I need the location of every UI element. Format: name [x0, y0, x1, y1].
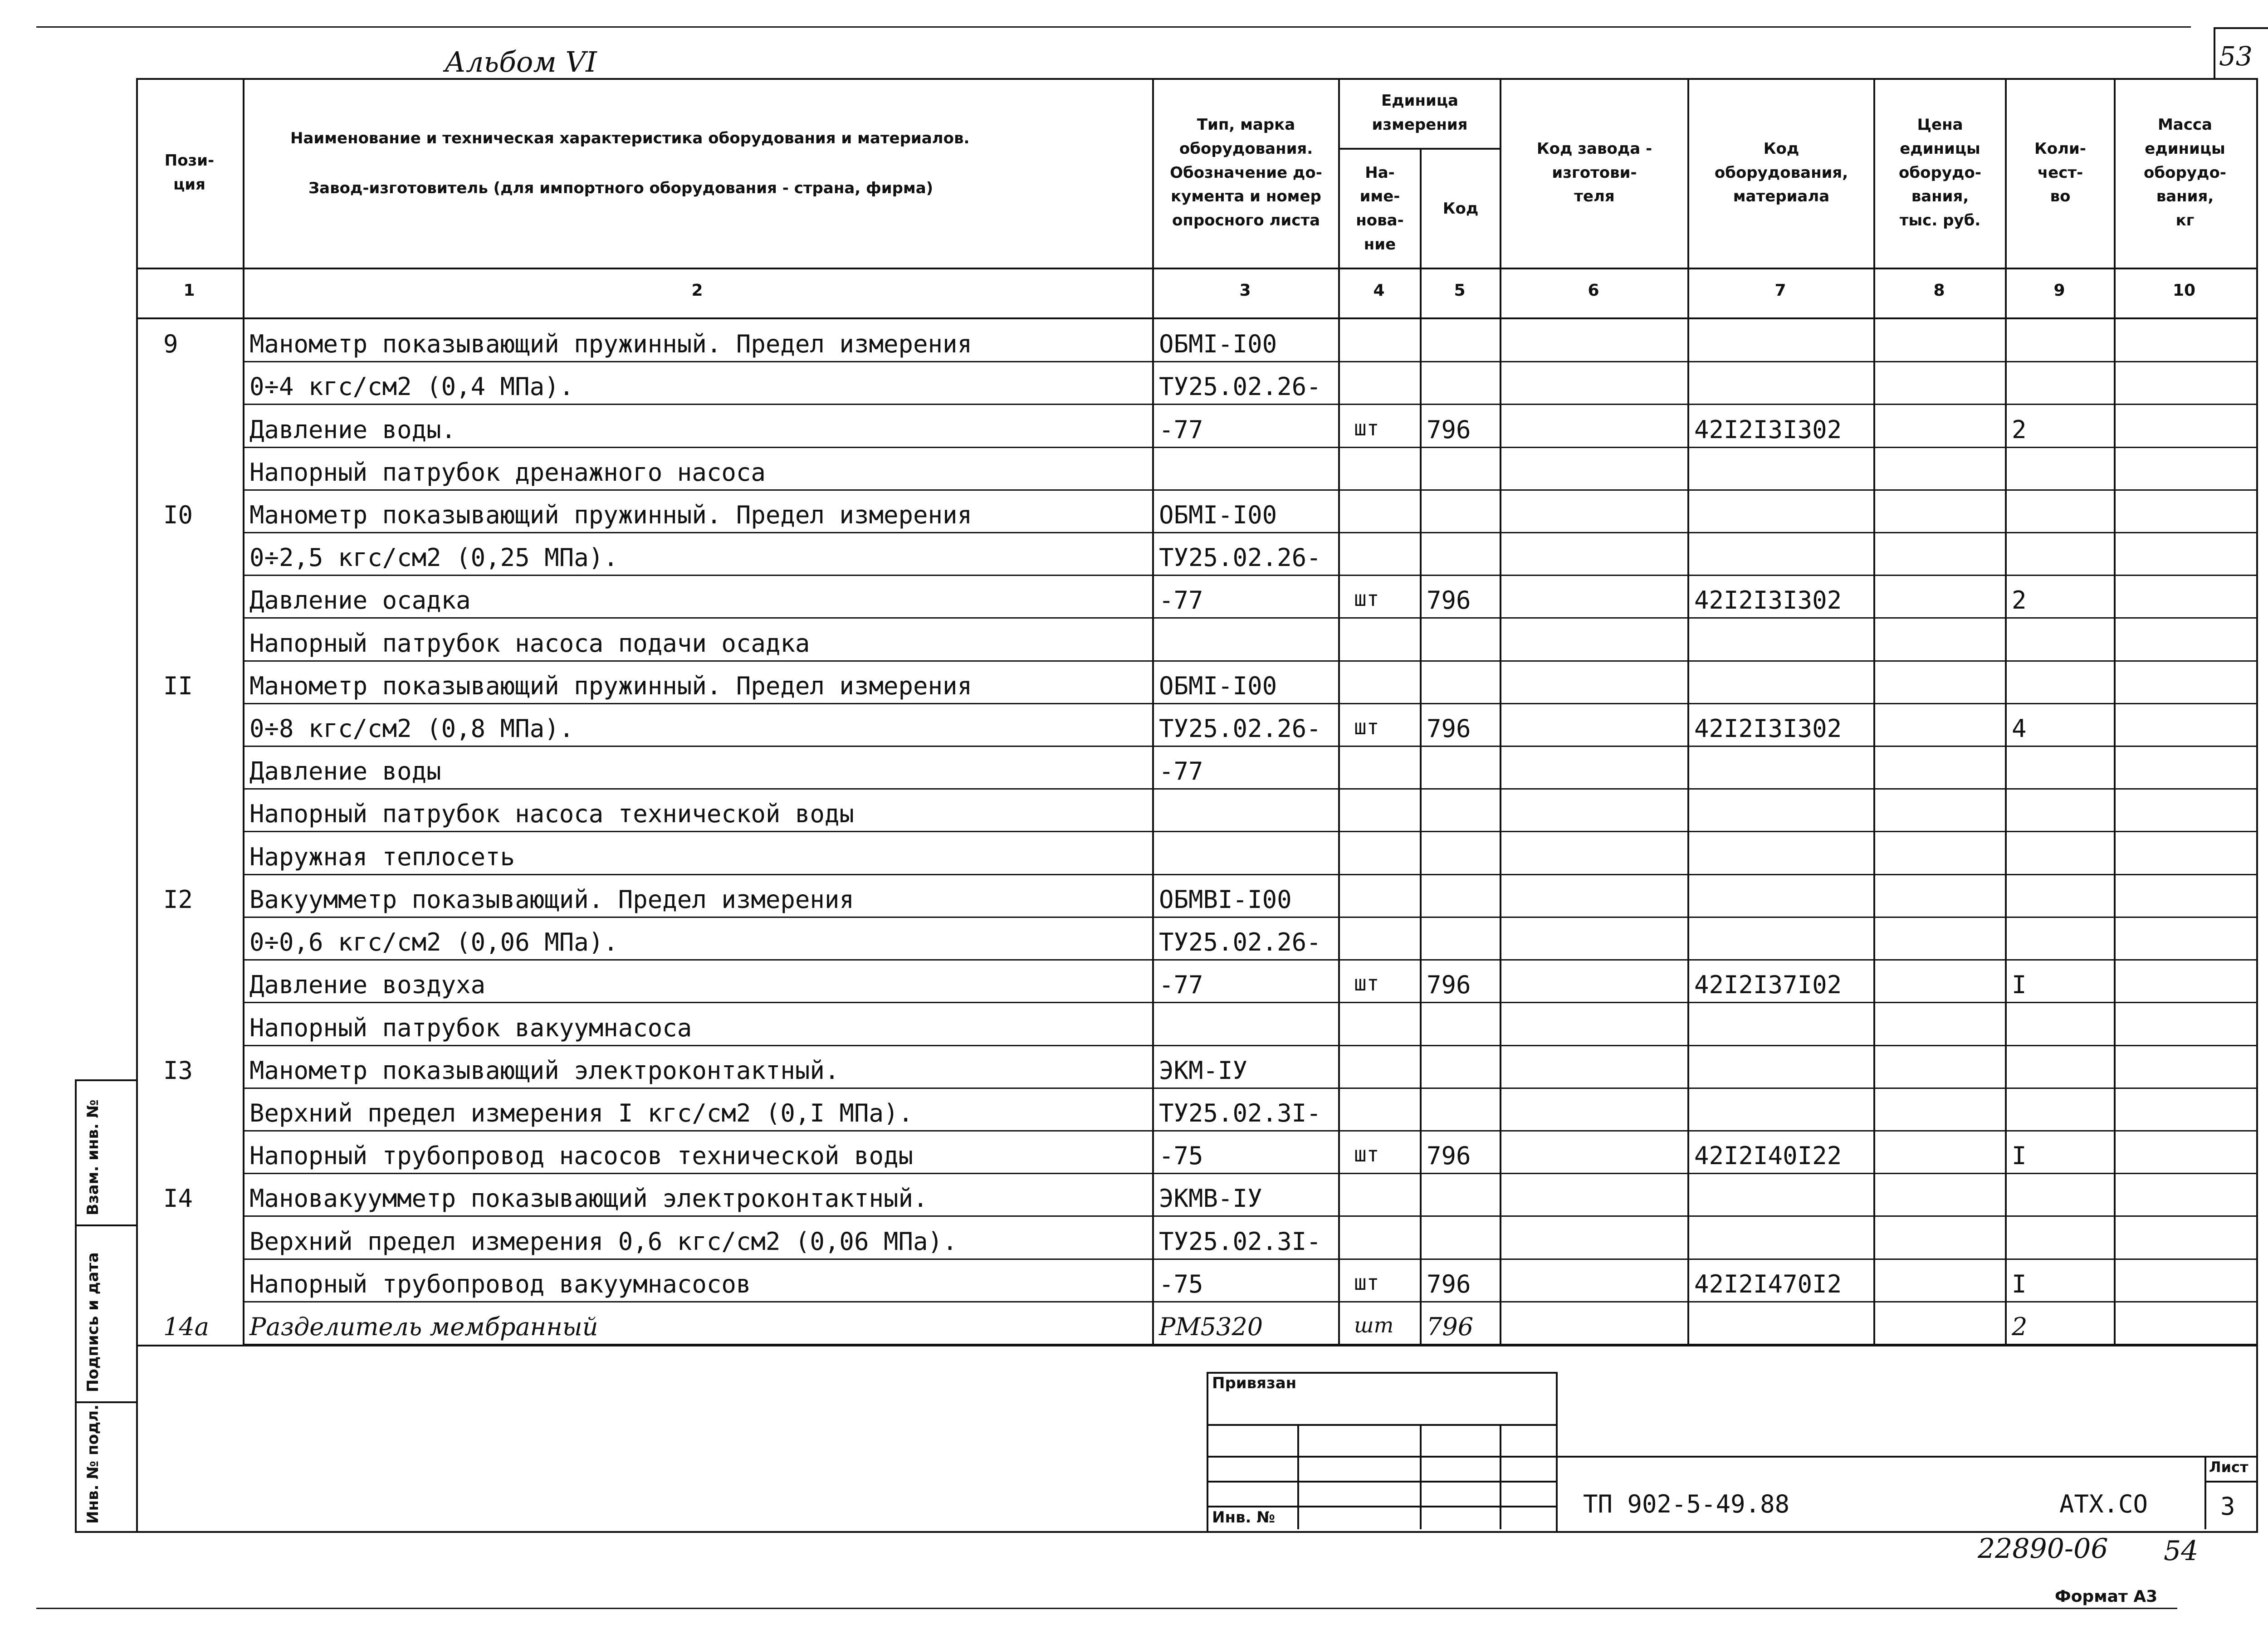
- row-type: РМ5320: [1159, 1312, 1263, 1341]
- row-quantity: 2: [2012, 415, 2027, 444]
- row-divider: [243, 874, 2256, 875]
- row-unit: шт: [1354, 971, 1379, 995]
- header-name-line1: Наименование и техническая характеристика оборудования и материалов.: [290, 129, 970, 147]
- doc-mark: АТХ.СО: [2059, 1490, 2148, 1518]
- row-type: -77: [1159, 415, 1203, 444]
- header-unit-group: Единица измерения: [1372, 92, 1468, 134]
- column-number: 4: [1373, 281, 1385, 300]
- header-price: Цена единицы оборудо- вания, тыс. руб.: [1899, 116, 1981, 230]
- header-mass: Масса единицы оборудо- вания, кг: [2144, 116, 2226, 230]
- row-position: I2: [163, 885, 193, 914]
- row-name: Мановакуумметр показывающий электроконтактный.: [249, 1184, 928, 1213]
- row-divider: [243, 1344, 2256, 1345]
- doc-code: ТП 902-5-49.88: [1583, 1490, 1790, 1518]
- sheet-number: 3: [2220, 1492, 2235, 1521]
- column-number: 10: [2172, 281, 2196, 300]
- row-divider: [243, 746, 2256, 747]
- column-number: 9: [2053, 281, 2065, 300]
- row-name: 0÷0,6 кгс/см2 (0,06 МПа).: [249, 928, 618, 956]
- row-divider: [243, 660, 2256, 662]
- row-unit: шт: [1354, 1313, 1394, 1337]
- row-name: Напорный трубопровод вакуумнасосов: [249, 1270, 751, 1298]
- row-divider: [243, 1045, 2256, 1046]
- row-divider: [243, 1301, 2256, 1302]
- page-number: 53: [2219, 41, 2253, 72]
- row-divider: [243, 489, 2256, 491]
- row-unit-code: 796: [1427, 1312, 1474, 1341]
- row-type: ТУ25.02.26-: [1159, 928, 1321, 956]
- row-quantity: 2: [2012, 586, 2027, 615]
- row-quantity: I: [2012, 971, 2027, 999]
- row-type: -77: [1159, 586, 1203, 615]
- row-unit: шт: [1354, 1270, 1379, 1295]
- format-label: Формат А3: [2055, 1587, 2158, 1606]
- row-name: Манометр показывающий электроконтактный.: [249, 1056, 840, 1085]
- row-divider: [243, 703, 2256, 704]
- row-quantity: 4: [2012, 714, 2027, 743]
- column-number: 1: [183, 281, 195, 300]
- row-type: ОБМI-I00: [1159, 501, 1277, 529]
- row-divider: [243, 532, 2256, 533]
- row-quantity: 2: [2012, 1312, 2028, 1341]
- stamp-inv-no: Инв. №: [1212, 1508, 1276, 1527]
- row-type: ОБМI-I00: [1159, 330, 1277, 358]
- row-unit-code: 796: [1427, 1141, 1471, 1170]
- row-divider: [243, 1258, 2256, 1260]
- row-divider: [243, 617, 2256, 619]
- row-name: Напорный патрубок насоса подачи осадка: [249, 629, 810, 658]
- row-unit-code: 796: [1427, 415, 1471, 444]
- row-divider: [243, 1215, 2256, 1217]
- row-unit-code: 796: [1427, 586, 1471, 615]
- header-equipment-code: Код оборудования, материала: [1714, 139, 1848, 206]
- row-divider: [243, 1130, 2256, 1132]
- column-number: 8: [1933, 281, 1945, 300]
- column-number: 6: [1588, 281, 1599, 300]
- row-name: Наружная теплосеть: [249, 843, 515, 871]
- row-name: Разделитель мембранный: [249, 1312, 598, 1341]
- header-unit-name: На- име- нова- ние: [1356, 163, 1404, 254]
- row-quantity: I: [2012, 1141, 2027, 1170]
- header-quantity: Коли- чест- во: [2034, 139, 2086, 206]
- side-label-inv-podl: Инв. № подл.: [84, 1404, 102, 1524]
- row-name: Манометр показывающий пружинный. Предел измерения: [249, 330, 973, 358]
- header-position: Пози- ция: [164, 151, 215, 194]
- row-name: Давление воды.: [249, 415, 456, 444]
- stamp-privyazan: Привязан: [1212, 1374, 1297, 1392]
- row-type: -77: [1159, 757, 1203, 785]
- row-divider: [243, 788, 2256, 790]
- row-divider: [243, 1002, 2256, 1003]
- header-name-line2: Завод-изготовитель (для импортного оборудования - страна, фирма): [308, 179, 934, 197]
- row-name: Напорный патрубок вакуумнасоса: [249, 1014, 692, 1042]
- top-rule: [36, 26, 2191, 28]
- row-type: ТУ25.02.3I-: [1159, 1227, 1321, 1256]
- row-name: Давление воды: [249, 757, 441, 785]
- column-number: 7: [1774, 281, 1786, 300]
- row-position: I4: [163, 1184, 193, 1213]
- row-divider: [243, 575, 2256, 576]
- row-name: Верхний предел измерения 0,6 кгс/см2 (0,06 МПа).: [249, 1227, 958, 1256]
- row-unit-code: 796: [1427, 714, 1471, 743]
- row-divider: [243, 447, 2256, 448]
- row-name: Манометр показывающий пружинный. Предел измерения: [249, 501, 973, 529]
- row-type: ОБМI-I00: [1159, 672, 1277, 700]
- row-equipment-code: 42I2I3I302: [1694, 714, 1842, 743]
- column-number: 3: [1239, 281, 1251, 300]
- row-equipment-code: 42I2I37I02: [1694, 971, 1842, 999]
- row-position: 9: [163, 330, 178, 358]
- row-unit: шт: [1354, 1142, 1379, 1166]
- column-number: 2: [691, 281, 703, 300]
- row-name: 0÷2,5 кгс/см2 (0,25 МПа).: [249, 543, 618, 572]
- row-divider: [243, 959, 2256, 961]
- row-equipment-code: 42I2I3I302: [1694, 415, 1842, 444]
- bottom-rule: [36, 1608, 2177, 1609]
- row-type: ОБМВI-I00: [1159, 885, 1292, 914]
- row-unit: шт: [1354, 416, 1379, 440]
- archive-number: 22890-06: [1978, 1533, 2108, 1565]
- header-factory-code: Код завода - изготови- теля: [1536, 139, 1652, 206]
- row-name: Давление осадка: [249, 586, 471, 615]
- sheet-label: Лист: [2209, 1458, 2248, 1476]
- row-type: ТУ25.02.3I-: [1159, 1099, 1321, 1127]
- album-title: Альбом VI: [445, 45, 597, 78]
- row-type: ЭКМВ-IУ: [1159, 1184, 1262, 1213]
- row-name: Напорный патрубок дренажного насоса: [249, 458, 766, 487]
- row-divider: [243, 831, 2256, 832]
- row-type: -75: [1159, 1270, 1203, 1298]
- row-position: I0: [163, 501, 193, 529]
- row-type: ТУ25.02.26-: [1159, 714, 1321, 743]
- row-equipment-code: 42I2I470I2: [1694, 1270, 1842, 1298]
- row-name: Вакуумметр показывающий. Предел измерения: [249, 885, 854, 914]
- row-divider: [243, 1173, 2256, 1174]
- header-type: Тип, марка оборудования. Обозначение до- кумента и номер опросного листа: [1170, 116, 1322, 230]
- row-type: -75: [1159, 1141, 1203, 1170]
- row-type: ТУ25.02.26-: [1159, 372, 1321, 401]
- row-name: Давление воздуха: [249, 971, 486, 999]
- row-position: I3: [163, 1056, 193, 1085]
- row-name: 0÷8 кгс/см2 (0,8 МПа).: [249, 714, 574, 743]
- column-number: 5: [1454, 281, 1466, 300]
- row-unit-code: 796: [1427, 971, 1471, 999]
- side-label-vzam: Взам. инв. №: [84, 1099, 102, 1215]
- row-equipment-code: 42I2I40I22: [1694, 1141, 1842, 1170]
- row-type: ЭКМ-IУ: [1159, 1056, 1248, 1085]
- row-name: Напорный патрубок насоса технической воды: [249, 800, 854, 828]
- row-unit: шт: [1354, 715, 1379, 739]
- row-name: Напорный трубопровод насосов технической воды: [249, 1141, 913, 1170]
- archive-page: 54: [2164, 1535, 2199, 1567]
- row-divider: [243, 1088, 2256, 1089]
- row-divider: [243, 361, 2256, 362]
- row-type: ТУ25.02.26-: [1159, 543, 1321, 572]
- row-name: Манометр показывающий пружинный. Предел измерения: [249, 672, 973, 700]
- row-unit: шт: [1354, 586, 1379, 611]
- side-label-podpis: Подпись и дата: [84, 1252, 102, 1392]
- row-type: -77: [1159, 971, 1203, 999]
- row-unit-code: 796: [1427, 1270, 1471, 1298]
- row-position: 14а: [163, 1312, 209, 1341]
- row-position: II: [163, 672, 193, 700]
- row-name: 0÷4 кгс/см2 (0,4 МПа).: [249, 372, 574, 401]
- row-divider: [243, 404, 2256, 405]
- row-quantity: I: [2012, 1270, 2027, 1298]
- row-name: Верхний предел измерения I кгс/см2 (0,I МПа).: [249, 1099, 913, 1127]
- row-equipment-code: 42I2I3I302: [1694, 586, 1842, 615]
- header-unit-code: Код: [1442, 199, 1479, 218]
- row-divider: [243, 917, 2256, 918]
